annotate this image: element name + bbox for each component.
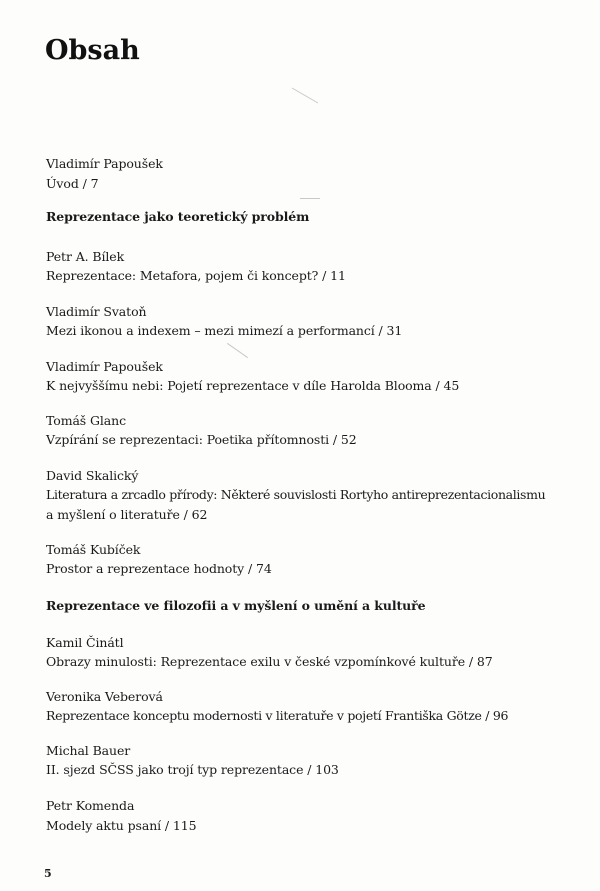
toc-author: Vladimír Svatoň — [46, 304, 147, 319]
toc-title: II. sjezd SČSS jako trojí typ reprezentace / 103 — [46, 762, 339, 777]
toc-author: Vladimír Papoušek — [46, 156, 163, 171]
toc-author: Tomáš Kubíček — [46, 542, 141, 557]
toc-author: Kamil Činátl — [46, 635, 124, 650]
toc-author: Michal Bauer — [46, 743, 131, 758]
toc-title: Reprezentace: Metafora, pojem či koncept? / 11 — [46, 268, 346, 283]
page-number: 5 — [44, 867, 52, 880]
toc-title: Mezi ikonou a indexem – mezi mimezí a performancí / 31 — [46, 323, 403, 338]
toc-author: Petr A. Bílek — [46, 249, 125, 264]
page-title: Obsah — [45, 35, 140, 66]
scan-speck — [300, 198, 320, 199]
toc-author: Vladimír Papoušek — [46, 359, 163, 374]
toc-author: David Skalický — [46, 468, 139, 483]
toc-author: Veronika Veberová — [46, 689, 163, 704]
toc-title: Úvod / 7 — [46, 176, 99, 191]
toc-author: Tomáš Glanc — [46, 413, 126, 428]
toc-section-heading: Reprezentace jako teoretický problém — [46, 209, 310, 224]
toc-section-heading: Reprezentace ve filozofii a v myšlení o umění a kultuře — [46, 598, 426, 613]
toc-title: Obrazy minulosti: Reprezentace exilu v české vzpomínkové kultuře / 87 — [46, 654, 493, 669]
scan-speck — [292, 88, 318, 104]
toc-title: Prostor a reprezentace hodnoty / 74 — [46, 561, 272, 576]
toc-title: Modely aktu psaní / 115 — [46, 818, 197, 833]
scan-speck — [227, 343, 248, 358]
toc-title: Vzpírání se reprezentaci: Poetika přítomnosti / 52 — [46, 432, 357, 447]
toc-title: K nejvyššímu nebi: Pojetí reprezentace v díle Harolda Blooma / 45 — [46, 378, 460, 393]
toc-title-continued: a myšlení o literatuře / 62 — [46, 507, 208, 522]
toc-title: Literatura a zrcadlo přírody: Některé souvislosti Rortyho antireprezentacionalismu — [46, 487, 546, 502]
toc-author: Petr Komenda — [46, 798, 135, 813]
toc-title: Reprezentace konceptu modernosti v literatuře v pojetí Františka Götze / 96 — [46, 708, 509, 723]
